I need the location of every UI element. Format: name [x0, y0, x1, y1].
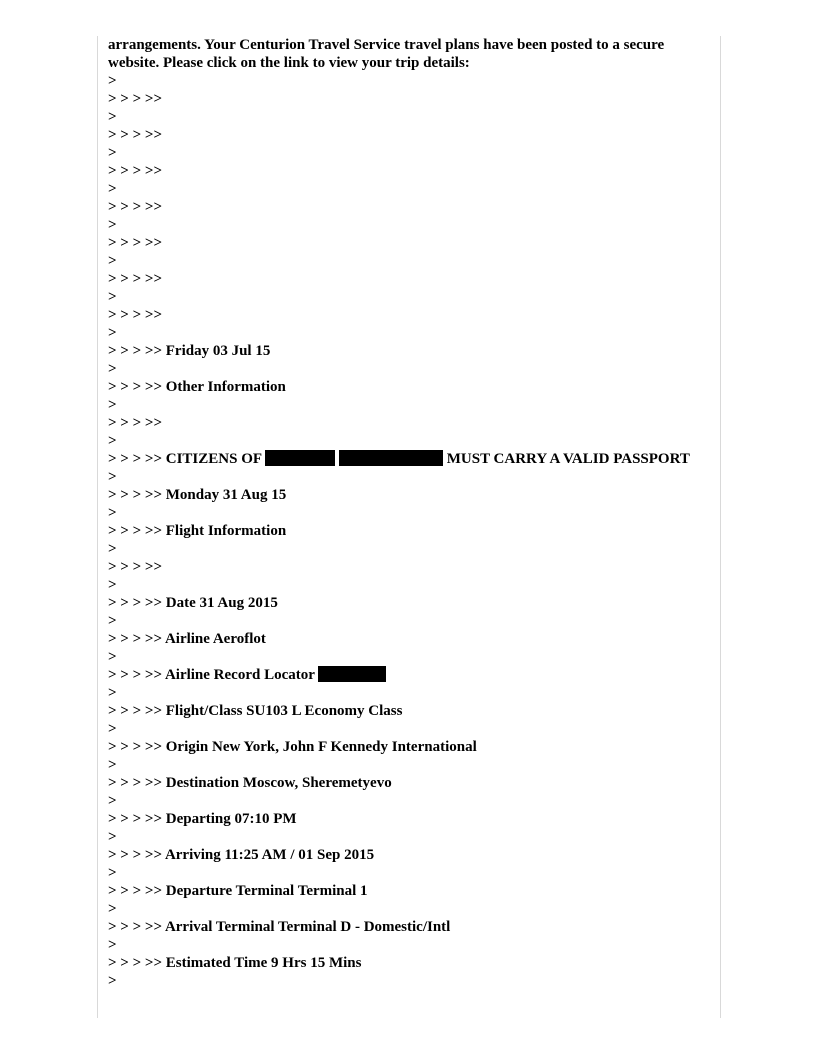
quote-prefix: > > > >>: [108, 487, 162, 503]
quote-prefix: > > > >>: [108, 127, 162, 143]
quote-marker: >: [108, 757, 117, 773]
record-locator-label: Airline Record Locator: [164, 667, 315, 683]
date-heading-text: Friday 03 Jul 15: [165, 343, 271, 359]
quote-marker: >: [108, 541, 117, 557]
departure-terminal-text: Departure Terminal Terminal 1: [165, 883, 368, 899]
quote-prefix: > > > >>: [108, 559, 162, 575]
flight-departing: [108, 810, 698, 828]
section-heading-flight: [108, 522, 698, 540]
flight-airline-text: Airline Aeroflot: [164, 631, 266, 647]
flight-departure-terminal: [108, 882, 698, 900]
flight-class: [108, 702, 698, 720]
quote-prefix: > > > >>: [108, 451, 162, 467]
redaction-bar: [318, 666, 386, 682]
flight-origin: [108, 738, 698, 756]
passport-notice: [108, 450, 698, 468]
flight-date: [108, 594, 698, 612]
quote-marker: >: [108, 721, 117, 737]
quote-prefix: > > > >>: [108, 415, 162, 431]
email-body: [108, 36, 698, 990]
quote-prefix: > > > >>: [108, 667, 162, 683]
quote-marker: >: [108, 829, 117, 845]
flight-destination: [108, 774, 698, 792]
section-heading-other: [108, 378, 698, 396]
flight-date-text: Date 31 Aug 2015: [165, 595, 278, 611]
flight-origin-text: Origin New York, John F Kennedy International: [165, 739, 477, 755]
quote-marker: >: [108, 505, 117, 521]
date-heading: [108, 342, 698, 360]
quote-marker: >: [108, 649, 117, 665]
quote-marker: >: [108, 613, 117, 629]
date-heading: [108, 486, 698, 504]
flight-airline: [108, 630, 698, 648]
flight-estimated-time: [108, 954, 698, 972]
quote-prefix: > > > >>: [108, 343, 162, 359]
flight-arriving: [108, 846, 698, 864]
passport-notice-tail: MUST CARRY A VALID PASSPORT: [446, 451, 690, 467]
flight-class-text: Flight/Class SU103 L Economy Class: [165, 703, 403, 719]
quote-prefix: > > > >>: [108, 739, 162, 755]
email-page: [97, 36, 721, 1018]
quote-marker: >: [108, 325, 117, 341]
quote-prefix: > > > >>: [108, 631, 162, 647]
quote-prefix: > > > >>: [108, 847, 162, 863]
quote-marker: >: [108, 793, 117, 809]
quote-marker: >: [108, 973, 117, 989]
quote-prefix: > > > >>: [108, 163, 162, 179]
quote-marker: >: [108, 865, 117, 881]
quote-marker: >: [108, 181, 117, 197]
section-heading-text: Other Information: [165, 379, 286, 395]
intro-paragraph: arrangements. Your Centurion Travel Service travel plans have been posted to a secure website. Please click on the link to view your trip details:: [108, 37, 668, 71]
quote-marker: >: [108, 469, 117, 485]
quote-marker: >: [108, 73, 117, 89]
quote-prefix: > > > >>: [108, 199, 162, 215]
quote-prefix: > > > >>: [108, 91, 162, 107]
quote-prefix: > > > >>: [108, 271, 162, 287]
quote-prefix: > > > >>: [108, 595, 162, 611]
redaction-bar: [265, 450, 335, 466]
quote-marker: >: [108, 361, 117, 377]
estimated-time-text: Estimated Time 9 Hrs 15 Mins: [165, 955, 362, 971]
quote-prefix: > > > >>: [108, 235, 162, 251]
flight-arrival-terminal: [108, 918, 698, 936]
quote-prefix: > > > >>: [108, 379, 162, 395]
quote-marker: >: [108, 397, 117, 413]
quote-marker: >: [108, 145, 117, 161]
quote-prefix: > > > >>: [108, 919, 162, 935]
quote-marker: >: [108, 577, 117, 593]
passport-notice-lead: CITIZENS OF: [165, 451, 262, 467]
section-heading-text: Flight Information: [165, 523, 287, 539]
quote-prefix: > > > >>: [108, 703, 162, 719]
flight-departing-text: Departing 07:10 PM: [165, 811, 297, 827]
flight-arriving-text: Arriving 11:25 AM / 01 Sep 2015: [164, 847, 375, 863]
quote-prefix: > > > >>: [108, 775, 162, 791]
quote-prefix: > > > >>: [108, 955, 162, 971]
quote-marker: >: [108, 685, 117, 701]
quote-marker: >: [108, 433, 117, 449]
flight-record-locator: [108, 666, 698, 684]
quote-prefix: > > > >>: [108, 307, 162, 323]
quote-marker: >: [108, 217, 117, 233]
quote-prefix: > > > >>: [108, 811, 162, 827]
flight-destination-text: Destination Moscow, Sheremetyevo: [165, 775, 392, 791]
date-heading-text: Monday 31 Aug 15: [165, 487, 287, 503]
quote-marker: >: [108, 253, 117, 269]
quote-marker: >: [108, 901, 117, 917]
quote-marker: >: [108, 937, 117, 953]
quote-marker: >: [108, 109, 117, 125]
arrival-terminal-text: Arrival Terminal Terminal D - Domestic/Intl: [164, 919, 451, 935]
quote-prefix: > > > >>: [108, 523, 162, 539]
quote-marker: >: [108, 289, 117, 305]
redaction-bar: [339, 450, 443, 466]
quote-prefix: > > > >>: [108, 883, 162, 899]
